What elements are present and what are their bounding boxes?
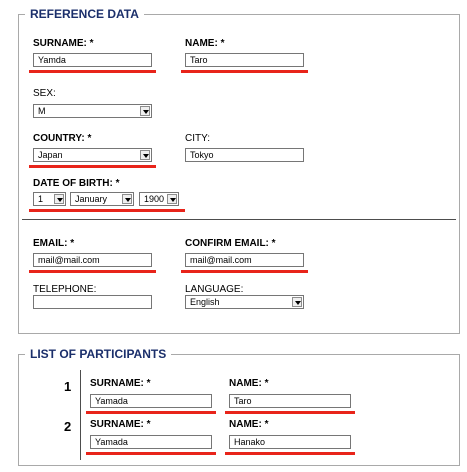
- chevron-down-icon: [167, 194, 177, 204]
- chevron-down-icon: [122, 194, 132, 204]
- participant-name-required-mark: [225, 452, 355, 455]
- surname-input[interactable]: [33, 53, 152, 67]
- participant-name-input[interactable]: [229, 394, 351, 408]
- dob-month-value: January: [75, 194, 108, 204]
- dob-required-mark: [29, 209, 185, 212]
- section-divider: [22, 219, 456, 220]
- language-select-value: English: [190, 297, 220, 307]
- chevron-down-icon: [54, 194, 64, 204]
- city-label: CITY:: [185, 133, 211, 144]
- email-required-mark: [29, 270, 156, 273]
- participant-number: 2: [64, 419, 72, 434]
- dob-label: DATE OF BIRTH: *: [33, 178, 120, 189]
- name-input[interactable]: [185, 53, 304, 67]
- surname-required-mark: [29, 70, 156, 73]
- surname-label: SURNAME: *: [33, 38, 94, 49]
- dob-day-select[interactable]: [33, 192, 66, 206]
- participants-vertical-rule: [80, 370, 81, 460]
- language-select[interactable]: [185, 295, 304, 309]
- participant-name-label: NAME: *: [229, 419, 269, 430]
- participant-surname-label: SURNAME: *: [90, 419, 151, 430]
- participants-legend: LIST OF PARTICIPANTS: [25, 347, 171, 361]
- participant-surname-required-mark: [86, 452, 216, 455]
- participant-name-input[interactable]: [229, 435, 351, 449]
- dob-month-select[interactable]: [70, 192, 134, 206]
- telephone-input[interactable]: [33, 295, 152, 309]
- country-select[interactable]: [33, 148, 152, 162]
- name-label: NAME: *: [185, 38, 225, 49]
- chevron-down-icon: [140, 150, 150, 160]
- sex-select-value: M: [38, 106, 46, 116]
- confirm-email-label: CONFIRM EMAIL: *: [185, 238, 276, 249]
- dob-year-value: 1900: [144, 194, 165, 204]
- country-required-mark: [29, 165, 156, 168]
- telephone-label: TELEPHONE:: [33, 284, 97, 295]
- participant-name-label: NAME: *: [229, 378, 269, 389]
- chevron-down-icon: [292, 297, 302, 307]
- reference-data-legend: REFERENCE DATA: [25, 7, 144, 21]
- participant-surname-input[interactable]: [90, 435, 212, 449]
- sex-label: SEX:: [33, 88, 56, 99]
- participant-surname-required-mark: [86, 411, 216, 414]
- participant-surname-input[interactable]: [90, 394, 212, 408]
- language-label: LANGUAGE:: [185, 284, 244, 295]
- country-label: COUNTRY: *: [33, 133, 92, 144]
- dob-day-value: 1: [38, 194, 44, 204]
- participant-surname-label: SURNAME: *: [90, 378, 151, 389]
- email-input[interactable]: [33, 253, 152, 267]
- city-input[interactable]: [185, 148, 304, 162]
- email-label: EMAIL: *: [33, 238, 75, 249]
- confirm-email-input[interactable]: [185, 253, 304, 267]
- sex-select[interactable]: [33, 104, 152, 118]
- confirm-email-required-mark: [181, 270, 308, 273]
- participant-name-required-mark: [225, 411, 355, 414]
- participant-number: 1: [64, 379, 72, 394]
- participants-fieldset: [18, 354, 460, 466]
- dob-year-select[interactable]: [139, 192, 179, 206]
- name-required-mark: [181, 70, 308, 73]
- country-select-value: Japan: [38, 150, 63, 160]
- chevron-down-icon: [140, 106, 150, 116]
